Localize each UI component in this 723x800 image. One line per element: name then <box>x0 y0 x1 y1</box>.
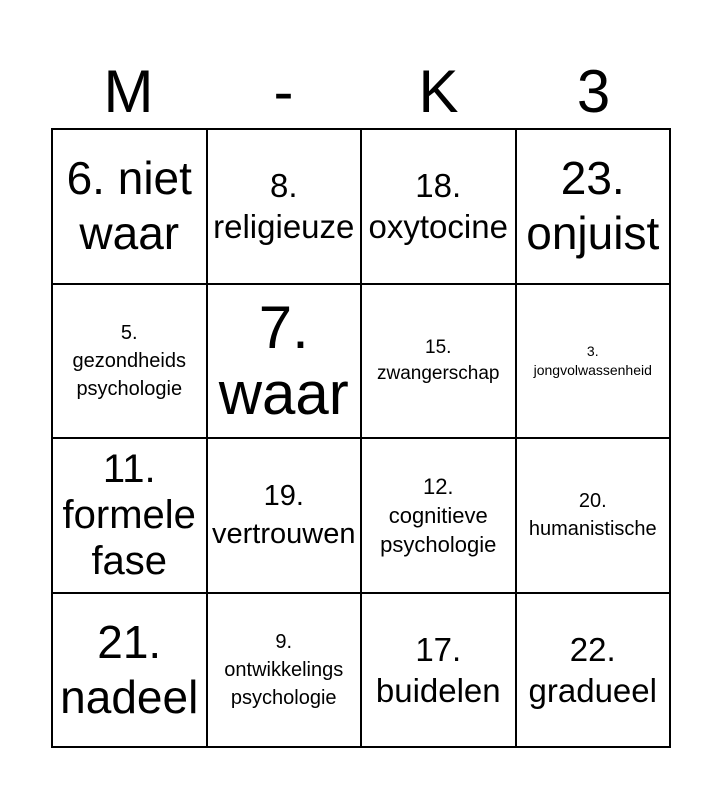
bingo-cell[interactable]: 20. humanistische <box>517 439 672 594</box>
bingo-cell[interactable]: 8. religieuze <box>208 130 363 285</box>
bingo-cell[interactable]: 6. niet waar <box>53 130 208 285</box>
header-letter-4: 3 <box>576 58 611 125</box>
bingo-cell[interactable]: 19. vertrouwen <box>208 439 363 594</box>
bingo-cell[interactable]: 17. buidelen <box>362 594 517 749</box>
bingo-cell[interactable]: 22. gradueel <box>517 594 672 749</box>
bingo-cell[interactable]: 7. waar <box>208 285 363 440</box>
bingo-cell[interactable]: 23. onjuist <box>517 130 672 285</box>
bingo-header <box>51 56 671 128</box>
header-letter-3: K <box>418 58 459 125</box>
bingo-cell[interactable]: 11. formele fase <box>53 439 208 594</box>
bingo-cell[interactable]: 5. gezondheids psychologie <box>53 285 208 440</box>
bingo-cell[interactable]: 15. zwangerschap <box>362 285 517 440</box>
bingo-cell[interactable]: 3. jongvolwassenheid <box>517 285 672 440</box>
bingo-cell[interactable]: 12. cognitieve psychologie <box>362 439 517 594</box>
header-letter-1: M <box>103 58 154 125</box>
bingo-cell[interactable]: 18. oxytocine <box>362 130 517 285</box>
bingo-cell[interactable]: 21. nadeel <box>53 594 208 749</box>
header-letter-2: - <box>273 58 294 125</box>
bingo-cell[interactable]: 9. ontwikkelings psychologie <box>208 594 363 749</box>
bingo-card-grid <box>51 128 671 748</box>
